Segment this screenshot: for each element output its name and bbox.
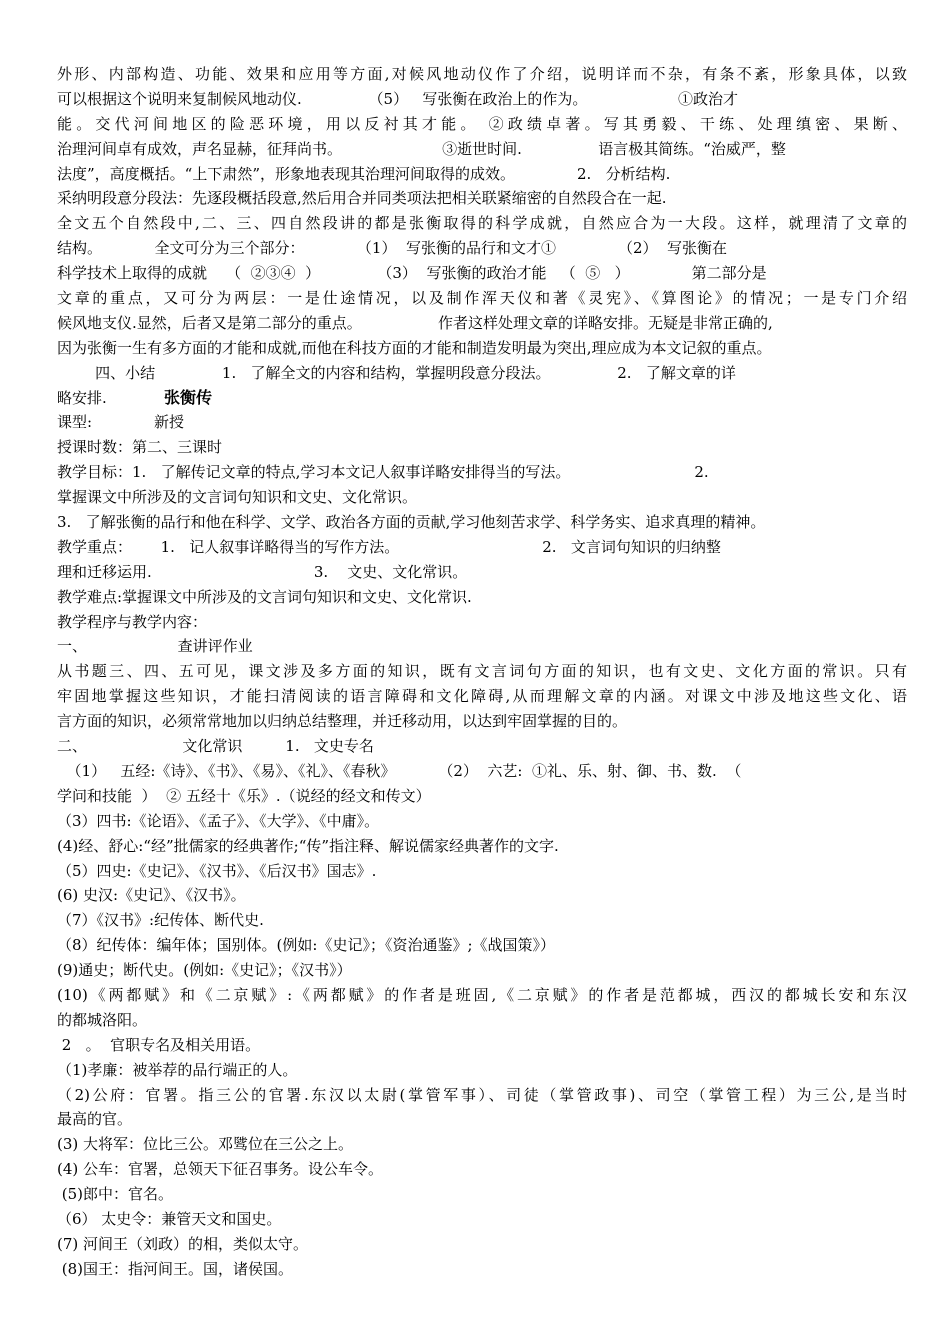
text-line: 教学目标：1. 了解传记文章的特点,学习本文记人叙事详略安排得当的写法。 2. [57, 463, 709, 482]
text-line: （6） 太史令：兼管天文和国史。 [57, 1209, 282, 1228]
text-line: （5）四史:《史记》、《汉书》、《后汉书》国志》. [57, 861, 377, 880]
text-line: 二、 文化常识 1. 文史专名 [57, 737, 374, 756]
text-line: 教学难点:掌握课文中所涉及的文言词句知识和文史、文化常识. [57, 587, 472, 606]
text-line: 理和迁移运用. 3. 文史、文化常识。 [57, 562, 468, 581]
text-line: 可以根据这个说明来复制候风地动仪. （5） 写张衡在政治上的作为。 ①政治才 [57, 89, 738, 108]
text-line: （1)孝廉：被举荐的品行端正的人。 [57, 1060, 298, 1079]
text-line: 结构。 全文可分为三个部分： （1） 写张衡的品行和文才① （2） 写张衡在 [57, 239, 728, 258]
text-line: 学问和技能 ） ② 五经十《乐》.（说经的经文和传文） [57, 786, 431, 805]
text-fragment: 略安排. [57, 388, 164, 407]
text-line: 掌握课文中所涉及的文言词句知识和文史、文化常识。 [57, 488, 418, 507]
document-page [57, 62, 907, 1282]
text-line: 候风地支仪.显然，后者又是第二部分的重点。 作者这样处理文章的详略安排。无疑是非常正确的, [57, 313, 773, 332]
text-line: 从书题三、四、五可见，课文涉及多方面的知识，既有文言词句方面的知识，也有文史、文化方面的常识。只有 [57, 662, 907, 681]
text-line: (5)郎中：官名。 [57, 1185, 174, 1204]
text-line: （7）《汉书》:纪传体、断代史. [57, 911, 264, 930]
text-line: 因为张衡一生有多方面的才能和成就,而他在科技方面的才能和制造发明最为突出,理应成为本文记叙的重点。 [57, 338, 772, 357]
text-line: 科学技术上取得的成就 （ ②③④ ） （3） 写张衡的政治才能 （ ⑤ ） 第二部分是 [57, 264, 767, 283]
text-line: （8）纪传体：编年体；国别体。(例如:《史记》；《资治通鉴》;《战国策》） [57, 936, 556, 955]
text-line: 2 。 官职专名及相关用语。 [57, 1035, 261, 1054]
text-line: 采纳明段意分段法：先逐段概括段意,然后用合并同类项法把相关联紧缩密的自然段合在一起. [57, 189, 667, 208]
text-line: 一、 查讲评作业 [57, 637, 253, 656]
text-line: (10)《两都赋》和《二京赋》:《两都赋》的作者是班固,《二京赋》的作者是范都城，西汉的都城长安和东汉 [57, 985, 907, 1004]
text-line: 牢固地掌握这些知识，才能扫清阅读的语言障碍和文化障碍,从而理解文章的内涵。对课文中涉及地这些文化、语 [57, 687, 907, 706]
text-line: （1） 五经:《诗》、《书》、《易》、《礼》、《春秋》 （2） 六艺: ①礼、乐、射、御、书、数. （ [57, 761, 742, 780]
text-line: 3. 了解张衡的品行和他在科学、文学、政治各方面的贡献,学习他刻苦求学、科学务实、追求真理的精神。 [57, 513, 766, 532]
text-line: 能。交代河间地区的险恶环境，用以反衬其才能。 ②政绩卓著。写其勇毅、干练、处理缜密、果断、 [57, 114, 907, 133]
document-title: 张衡传 [164, 387, 213, 407]
text-line: 法度”，高度概括。“上下肃然”，形象地表现其治理河间取得的成效。 2. 分析结构. [57, 164, 671, 183]
text-line: (6) 史汉:《史记》、《汉书》。 [57, 886, 246, 905]
text-line: (4) 公车：官署，总领天下征召事务。设公车令。 [57, 1160, 384, 1179]
text-line: (9)通史；断代史。(例如:《史记》；《汉书》） [57, 961, 352, 980]
text-line: 教学程序与教学内容： [57, 612, 208, 631]
text-line: 课型: 新授 [57, 413, 185, 432]
text-line: (8)国王：指河间王。国，诸侯国。 [57, 1259, 294, 1278]
text-line: 言方面的知识，必须常常地加以归纳总结整理，并迁移动用，以达到牢固掌握的目的。 [57, 712, 628, 731]
text-line: (7) 河间王（刘政）的相，类似太守。 [57, 1234, 309, 1253]
text-line: 文章的重点，又可分为两层：一是仕途情况，以及制作浑天仪和著《灵宪》、《算图论》的情况；一是专门介绍 [57, 289, 907, 308]
text-line [57, 386, 907, 411]
text-line: 全文五个自然段中,二、三、四自然段讲的都是张衡取得的科学成就，自然应合为一大段。这样，就理清了文章的 [57, 214, 907, 233]
text-line: 最高的官。 [57, 1110, 133, 1129]
text-line: (3) 大将军：位比三公。邓骘位在三公之上。 [57, 1135, 354, 1154]
text-line: 治理河间卓有成效，声名显赫，征拜尚书。 ③逝世时间. 语言极其简练。“治威严，整 [57, 139, 786, 158]
text-line: 授课时数：第二、三课时 [57, 438, 223, 457]
text-line: 四、小结 1. 了解全文的内容和结构，掌握明段意分段法。 2. 了解文章的详 [57, 363, 736, 382]
text-line: （3）四书:《论语》、《孟子》、《大学》、《中庸》。 [57, 811, 380, 830]
text-line: 外形、内部构造、功能、效果和应用等方面,对候风地动仪作了介绍，说明详而不杂，有条不紊，形象具体，以致 [57, 65, 907, 83]
text-line: （2)公府：官署。指三公的官署.东汉以太尉(掌管军事）、司徒（掌管政事)、司空（掌管工程）为三公,是当时 [57, 1085, 907, 1104]
text-line: (4)经、舒心:“经”批儒家的经典著作;“传”指注释、解说儒家经典著作的文字. [57, 836, 559, 855]
text-line: 的都城洛阳。 [57, 1010, 148, 1029]
text-line: 教学重点： 1. 记人叙事详略得当的写作方法。 2. 文言词句知识的归纳整 [57, 537, 721, 556]
